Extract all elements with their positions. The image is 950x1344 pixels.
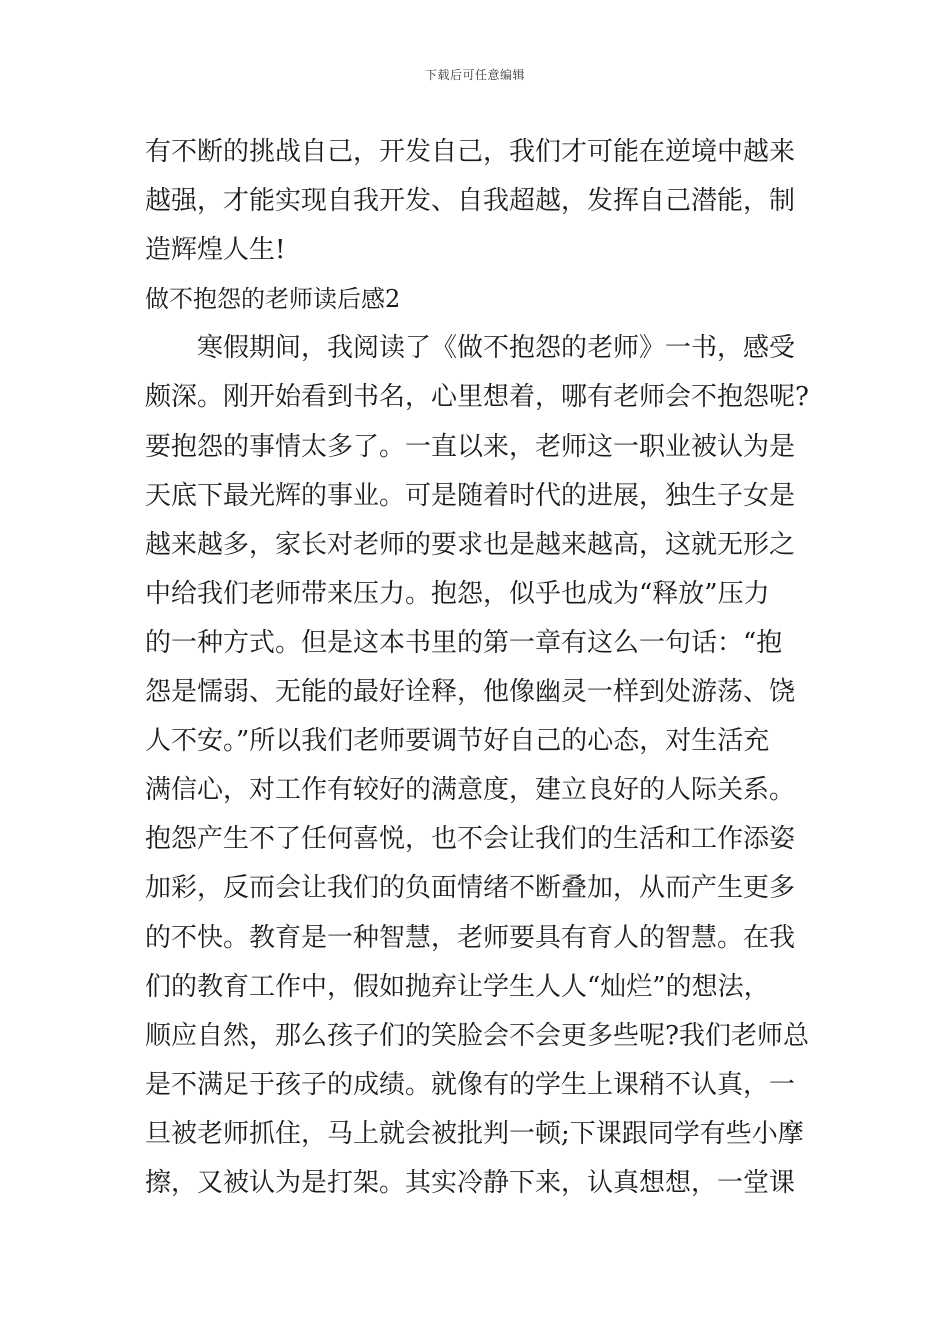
text-line: 的不快。教育是一种智慧，老师要具有育人的智慧。在我 [145,922,796,953]
page-header: 下载后可任意编辑 [424,68,525,82]
text-line: 顺应自然，那么孩子们的笑脸会不会更多些呢?我们老师总 [145,1020,809,1051]
text-line: 人不安。”所以我们老师要调节好自己的心态，对生活充 [145,726,770,757]
text-line: 越来越多，家长对老师的要求也是越来越高，这就无形之 [145,529,796,560]
text-line: 是不满足于孩子的成绩。就像有的学生上课稍不认真，一 [145,1069,796,1100]
text-line: 怨是懦弱、无能的最好诠释，他像幽灵一样到处游荡、饶 [145,677,796,708]
text-line: 造辉煌人生! [145,235,286,266]
text-line: 满信心，对工作有较好的满意度，建立良好的人际关系。 [145,775,796,806]
text-line: 抱怨产生不了任何喜悦，也不会让我们的生活和工作添姿 [145,824,796,855]
text-line: 加彩，反而会让我们的负面情绪不断叠加，从而产生更多 [145,873,796,904]
document-body [145,128,810,1208]
paragraph-first-line: 寒假期间，我阅读了《做不抱怨的老师》一书，感受 [197,333,796,364]
text-line: 有不断的挑战自己，开发自己，我们才可能在逆境中越来 [145,137,796,167]
text-line: 越强，才能实现自我开发、自我超越，发挥自己潜能，制 [145,186,796,217]
text-line: 颇深。刚开始看到书名，心里想着，哪有老师会不抱怨呢? [145,382,809,413]
text-line: 的一种方式。但是这本书里的第一章有这么一句话：“抱 [145,627,783,658]
text-line: 天底下最光辉的事业。可是随着时代的进展，独生子女是 [145,480,796,511]
text-line: 要抱怨的事情太多了。一直以来，老师这一职业被认为是 [145,431,796,462]
text-line: 们的教育工作中，假如抛弃让学生人人“灿烂”的想法， [145,971,770,1002]
text-line: 旦被老师抓住，马上就会被批判一顿;下课跟同学有些小摩 [145,1118,804,1149]
text-line: 中给我们老师带来压力。抱怨，似乎也成为“释放”压力 [145,578,770,609]
section-heading: 做不抱怨的老师读后感2 [145,285,401,314]
text-line: 擦，又被认为是打架。其实冷静下来，认真想想，一堂课 [145,1167,796,1198]
